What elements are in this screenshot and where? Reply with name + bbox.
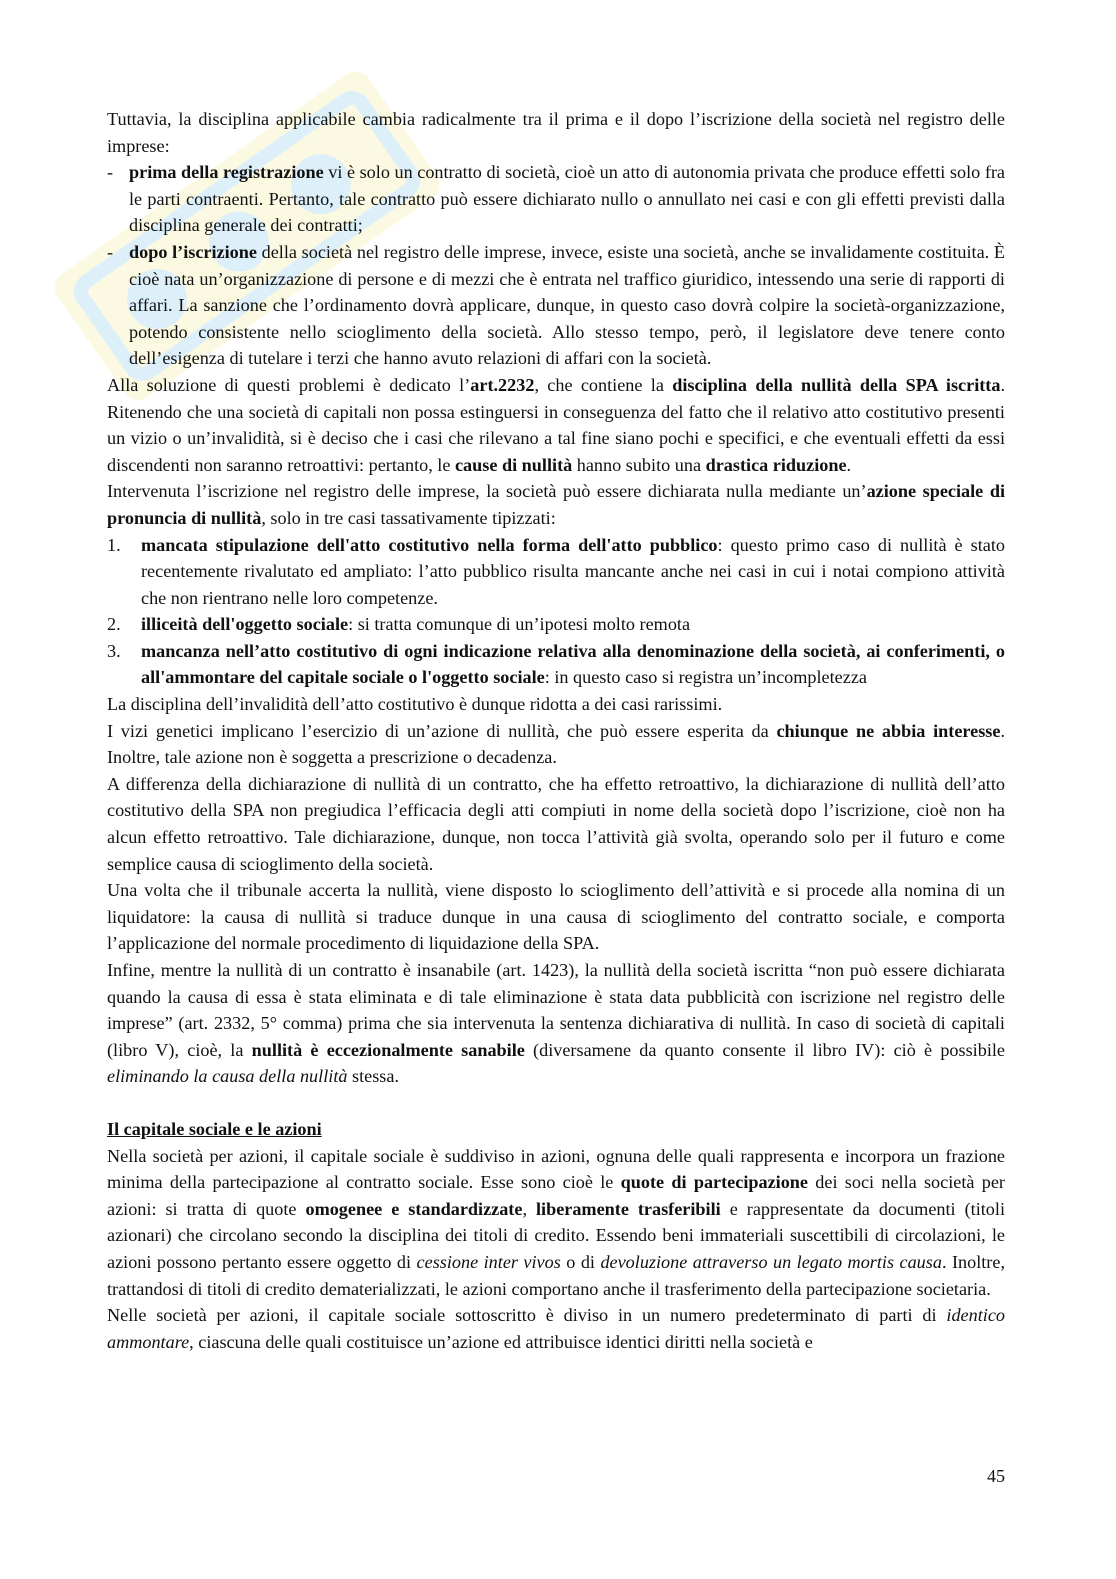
p6-run: A differenza della dichiarazione di nullità di un contratto, che ha effetto retroattivo, la dichiarazione di nullità dell’atto costitutivo della SPA non pregiudica l’efficacia degli atti compiuti in nome della società dopo l’iscrizione, cioè non ha alcun effetto retroattivo. Tale dichiarazione, dunque, non tocca l’attività già svolta, operando solo per il futuro e come semplice causa di scioglimento della società. <box>107 773 1005 874</box>
p9-run: o di <box>560 1251 601 1272</box>
p3-run: , solo in tre casi tassativamente tipizzati: <box>261 507 556 528</box>
p8-run: stessa. <box>347 1066 399 1087</box>
p2-run: hanno subito una <box>572 454 706 475</box>
p10-run: , ciascuna delle quali costituisce un’azione ed attribuisce identici diritti nella società e <box>189 1331 813 1352</box>
paragraph-azione-speciale <box>107 478 1005 531</box>
p10-run: identico ammontare <box>107 1305 1005 1352</box>
numbered-list-run: illiceità dell'oggetto sociale <box>141 614 349 635</box>
numbered-list-run: mancata stipulazione dell'atto costitutivo nella forma dell'atto pubblico <box>141 534 718 555</box>
p3-run: Intervenuta l’iscrizione nel registro delle imprese, la società può essere dichiarata nulla mediante un’ <box>107 481 867 502</box>
p9-run: cessione inter vivos <box>416 1251 561 1272</box>
p2-run: cause di nullità <box>454 454 573 475</box>
dash-list-run: vi è solo un contratto di società, cioè un atto di autonomia privata che produce effetti solo fra le parti contraenti. Pertanto, tale contratto può essere dichiarato nullo o annullato nei casi e con gli effetti previsti dalla disciplina generale dei contratti; <box>129 162 1005 236</box>
numbered-list-item <box>107 532 1005 612</box>
dash-list-item <box>107 159 1005 239</box>
p5-run: I vizi genetici implicano l’esercizio di un’azione di nullità, che può essere esperita da <box>107 720 777 741</box>
paragraph-capitale-sottoscritto <box>107 1302 1005 1355</box>
paragraph-azioni <box>107 1143 1005 1303</box>
p5-run: chiunque ne abbia interesse <box>776 720 1001 741</box>
dash-list-marker: - <box>107 162 114 183</box>
section-title: Il capitale sociale e le azioni <box>107 1118 322 1139</box>
p9-run: Nella società per azioni, il capitale sociale è suddiviso in azioni, ognuna delle quali rappresenta e incorpora un frazione minima della partecipazione al contratto sociale. Esse sono cioè le <box>107 1145 1005 1193</box>
paragraph-intro <box>107 106 1005 159</box>
paragraph-differenza <box>107 771 1005 877</box>
numbered-list-marker: 3. <box>107 640 121 661</box>
paragraph-casi-rarissimi <box>107 691 1005 718</box>
p8-run: Infine, mentre la nullità di un contratto è insanabile (art. 1423), la nullità della società iscritta “non può essere dichiarata quando la causa di essa è stata eliminata e di tale eliminazione è stata data pubblicità con iscrizione nel registro delle imprese” (art. 2332, 5° comma) prima che sia intervenuta la sentenza dichiarativa di nullità. In caso di società di capitali (libro V), cioè, la <box>107 960 1005 1060</box>
p4-run: La disciplina dell’invalidità dell’atto costitutivo è dunque ridotta a dei casi rarissimi. <box>107 694 723 715</box>
p9-run: quote di partecipazione <box>620 1172 808 1193</box>
numbered-list-item <box>107 638 1005 691</box>
p3-run: azione speciale di pronuncia di nullità <box>107 481 1005 528</box>
p5-run: . Inoltre, tale azione non è soggetta a prescrizione o decadenza. <box>107 720 1006 768</box>
p9-run: liberamente trasferibili <box>535 1198 721 1219</box>
numbered-list-run: mancanza nell’atto costitutivo di ogni indicazione relativa alla denominazione della società, ai conferimenti, o all'ammontare del capitale sociale o l'oggetto sociale <box>141 640 1005 688</box>
p8-run: eliminando la causa della nullità <box>107 1066 348 1087</box>
numbered-list-item <box>107 611 1005 638</box>
numbered-list-run: : si tratta comunque di un’ipotesi molto remota <box>348 614 691 635</box>
p2-run: disciplina della nullità della SPA iscritta <box>672 374 1001 395</box>
p9-run: dei soci nella società per azioni: si tratta di quote <box>107 1172 1005 1219</box>
paragraph-art-2232 <box>107 372 1005 478</box>
p9-run: , <box>522 1198 536 1219</box>
paragraph-sanabile <box>107 957 1005 1090</box>
p9-run: devoluzione attraverso un legato mortis causa <box>600 1251 942 1272</box>
p9-run: omogenee e standardizzate <box>305 1198 523 1219</box>
p7-run: Una volta che il tribunale accerta la nullità, viene disposto lo scioglimento dell’attività e si procede alla nomina di un liquidatore: la causa di nullità si traduce dunque in una causa di scioglimento del contratto sociale, e comporta l’applicazione del normale procedimento di liquidazione della SPA. <box>107 880 1005 954</box>
dash-list-run: prima della registrazione <box>129 162 324 183</box>
numbered-list-marker: 1. <box>107 534 121 555</box>
p1-run: Tuttavia, la disciplina applicabile cambia radicalmente tra il prima e il dopo l’iscrizione della società nel registro delle imprese: <box>107 109 1005 156</box>
paragraph-tribunale <box>107 877 1005 957</box>
p8-run: (diversamene da quanto consente il libro IV): ciò è possibile <box>524 1039 1005 1060</box>
p2-run: art.2232 <box>470 374 535 395</box>
p9-run: e rappresentate da documenti (titoli azionari) che circolano secondo la disciplina dei titoli di credito. Essendo beni immateriali suscettibili di circolazioni, le azioni possono pertanto essere oggetto di <box>107 1198 1006 1272</box>
p8-run: nullità è eccezionalmente sanabile <box>251 1039 525 1060</box>
dash-list-item <box>107 239 1005 372</box>
numbered-list-marker: 2. <box>107 614 121 635</box>
p2-run: drastica riduzione <box>705 454 847 475</box>
p9-run: . Inoltre, trattandosi di titoli di credito dematerializzati, le azioni comportano anche il trasferimento della partecipazione societaria. <box>107 1251 1005 1299</box>
dash-list <box>107 159 1005 372</box>
p2-run: . <box>846 454 852 475</box>
p2-run: , che contiene la <box>534 374 673 395</box>
page-number: 45 <box>987 1466 1005 1486</box>
numbered-list <box>107 532 1005 692</box>
paragraph-vizi-genetici <box>107 718 1005 771</box>
p2-run: Alla soluzione di questi problemi è dedicato l’ <box>107 374 471 395</box>
p10-run: Nelle società per azioni, il capitale sociale sottoscritto è diviso in un numero predeterminato di parti di <box>107 1305 947 1326</box>
numbered-list-run: : questo primo caso di nullità è stato recentemente rivalutato ed ampliato: l’atto pubblico risulta mancante anche nei casi in cui i notai compiono attività che non rientrano nelle loro competenze. <box>141 534 1005 608</box>
p2-run: . Ritenendo che una società di capitali non possa estinguersi in conseguenza del fatto che il relativo atto costitutivo presenti un vizio o un’invalidità, si è deciso che i casi che rilevano a tal fine siano pochi e specifici, e che eventuali effetti da essi discendenti non saranno retroattivi: pertanto, le <box>107 374 1005 475</box>
dash-list-run: della società nel registro delle imprese, invece, esiste una società, anche se invalidamente costituita. È cioè nata un’organizzazione di persone e di mezzi che è entrata nel traffico giuridico, intessendo una serie di rapporti di affari. La sanzione che l’ordinamento dovrà applicare, dunque, in questo caso dovrà colpire la società-organizzazione, potendo consistente nello scioglimento della società. Allo stesso tempo, però, il legislatore deve tenere conto dell’esigenza di tutelare i terzi che hanno avuto relazioni di affari con la società. <box>129 241 1005 369</box>
dash-list-marker: - <box>107 241 114 262</box>
numbered-list-run: : in questo caso si registra un’incompletezza <box>544 667 867 688</box>
document-page <box>107 106 1005 1355</box>
dash-list-run: dopo l’iscrizione <box>129 241 257 262</box>
